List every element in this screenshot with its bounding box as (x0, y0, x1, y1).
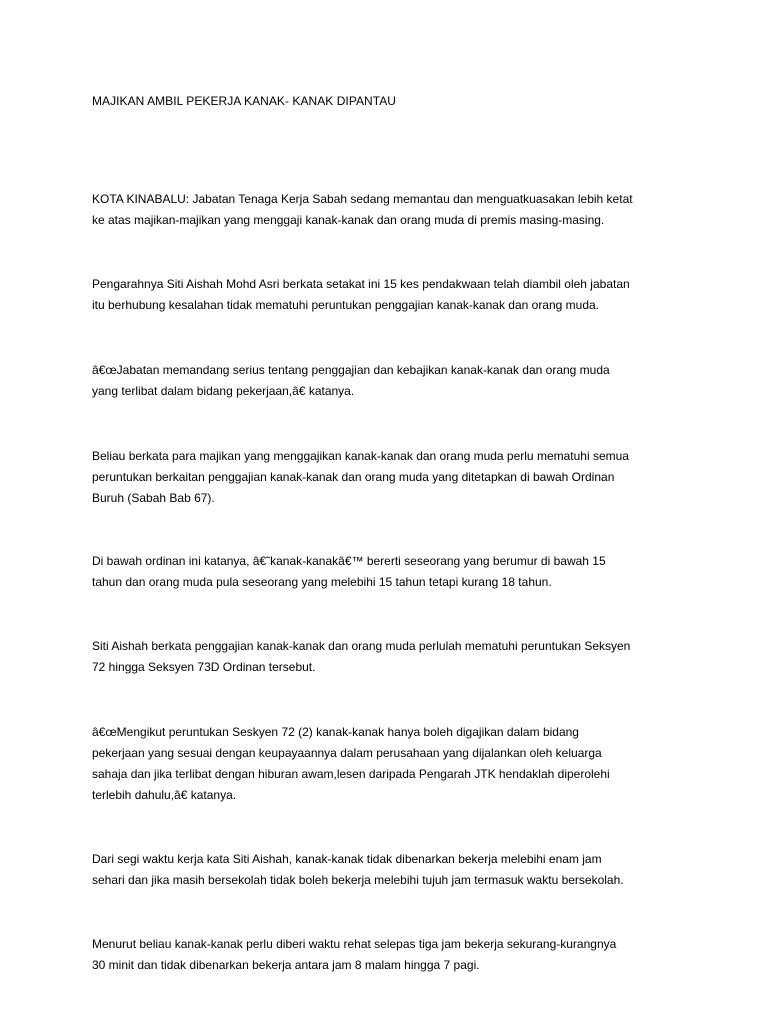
paragraph-6 (92, 636, 692, 678)
paragraph-line: pekerjaan yang sesuai dengan keupayaannya dalam perusahaan yang dijalankan oleh keluarga (92, 746, 602, 760)
paragraph-line: Beliau berkata para majikan yang menggajikan kanak-kanak dan orang muda perlu mematuhi semua (92, 449, 629, 463)
paragraph-line: â€œJabatan memandang serius tentang penggajian dan kebajikan kanak-kanak dan orang muda (92, 363, 610, 377)
paragraph-line: terlebih dahulu,â€ katanya. (92, 788, 237, 802)
paragraph-line: sehari dan jika masih bersekolah tidak boleh bekerja melebihi tujuh jam termasuk waktu bersekolah. (92, 873, 624, 887)
paragraph-line: itu berhubung kesalahan tidak mematuhi peruntukan penggajian kanak-kanak dan orang muda. (92, 298, 600, 312)
paragraph-1 (92, 189, 692, 231)
paragraph-line: Di bawah ordinan ini katanya, â€˜kanak-kanakâ€™ bererti seseorang yang berumur di bawah 15 (92, 554, 606, 568)
paragraph-line: â€œMengikut peruntukan Seskyen 72 (2) kanak-kanak hanya boleh digajikan dalam bidang (92, 725, 579, 739)
paragraph-line: Buruh (Sabah Bab 67). (92, 491, 215, 505)
paragraph-line: Pengarahnya Siti Aishah Mohd Asri berkata setakat ini 15 kes pendakwaan telah diambil oleh jabatan (92, 277, 630, 291)
paragraph-line: 72 hingga Seksyen 73D Ordinan tersebut. (92, 660, 316, 674)
paragraph-line: peruntukan berkaitan penggajian kanak-kanak dan orang muda yang ditetapkan di bawah Ordinan (92, 470, 615, 484)
paragraph-8 (92, 849, 692, 891)
paragraph-line: tahun dan orang muda pula seseorang yang melebihi 15 tahun tetapi kurang 18 tahun. (92, 575, 552, 589)
paragraph-2 (92, 274, 692, 316)
paragraph-4 (92, 446, 692, 509)
paragraph-7 (92, 722, 692, 806)
paragraph-line: Dari segi waktu kerja kata Siti Aishah, kanak-kanak tidak dibenarkan bekerja melebihi enam jam (92, 852, 602, 866)
paragraph-3 (92, 360, 692, 402)
paragraph-line: Menurut beliau kanak-kanak perlu diberi waktu rehat selepas tiga jam bekerja sekurang-kurangnya (92, 937, 617, 951)
paragraph-line: KOTA KINABALU: Jabatan Tenaga Kerja Sabah sedang memantau dan menguatkuasakan lebih ketat (92, 192, 633, 206)
paragraph-line: ke atas majikan-majikan yang menggaji kanak-kanak dan orang muda di premis masing-masing. (92, 213, 605, 227)
paragraph-5 (92, 551, 692, 593)
paragraph-line: yang terlibat dalam bidang pekerjaan,â€ katanya. (92, 384, 355, 398)
paragraph-9 (92, 934, 692, 976)
paragraph-line: Siti Aishah berkata penggajian kanak-kanak dan orang muda perlulah mematuhi peruntukan Seksyen (92, 639, 631, 653)
article-title: MAJIKAN AMBIL PEKERJA KANAK- KANAK DIPANTAU (92, 94, 397, 108)
paragraph-line: sahaja dan jika terlibat dengan hiburan awam,lesen daripada Pengarah JTK hendaklah diperolehi (92, 767, 610, 781)
paragraph-line: 30 minit dan tidak dibenarkan bekerja antara jam 8 malam hingga 7 pagi. (92, 958, 480, 972)
